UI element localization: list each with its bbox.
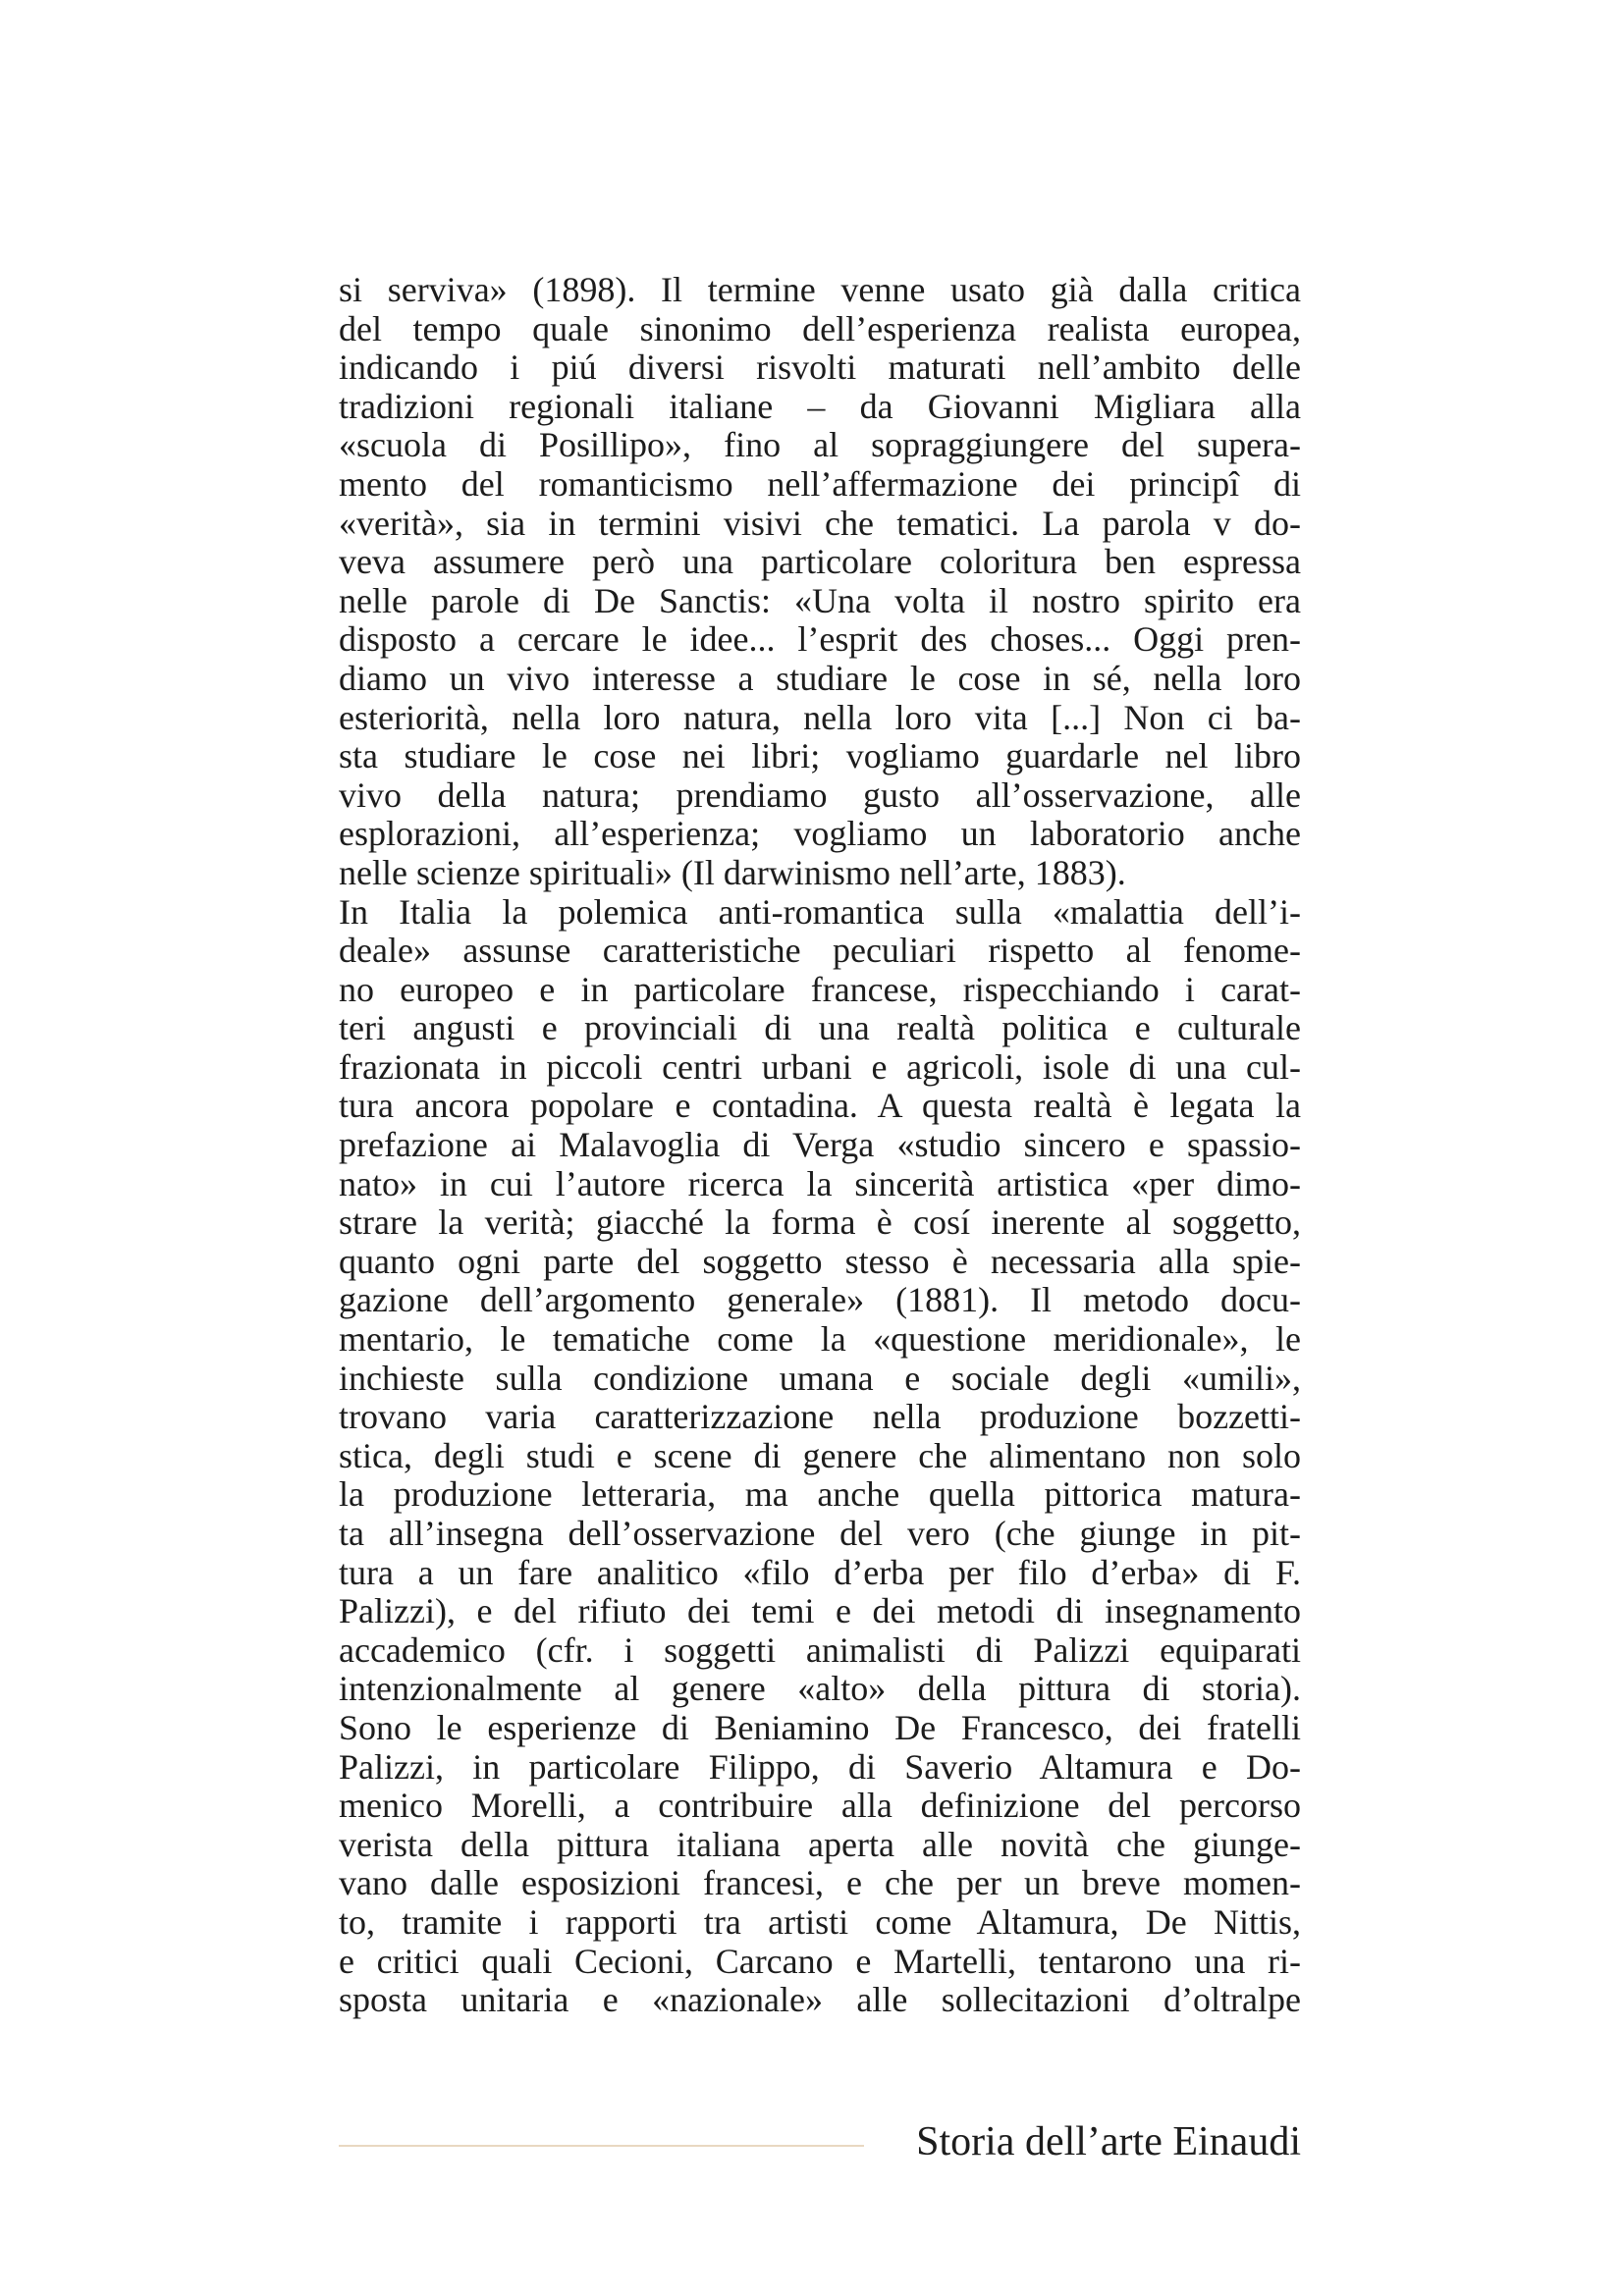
text-line: to, tramite i rapporti tra artisti come Altamura, De Nittis, [339,1902,1301,1942]
text-line: deale» assunse caratteristiche peculiari rispetto al fenome- [339,932,1301,971]
text-line: Palizzi, in particolare Filippo, di Saverio Altamura e Do- [339,1747,1301,1787]
text-line: stica, degli studi e scene di genere che alimentano non solo [339,1436,1301,1475]
footer-rule [339,2145,864,2147]
text-line: la produzione letteraria, ma anche quella pittorica matura- [339,1475,1301,1515]
text-line: strare la verità; giacché la forma è cosí inerente al soggetto, [339,1203,1301,1243]
text-line: nelle parole di De Sanctis: «Una volta il nostro spirito era [339,581,1301,620]
text-line: «scuola di Posillipo», fino al sopraggiungere del supera- [339,426,1301,465]
text-line: tura ancora popolare e contadina. A questa realtà è legata la [339,1087,1301,1126]
text-line: Sono le esperienze di Beniamino De Francesco, dei fratelli [339,1708,1301,1747]
text-line: frazionata in piccoli centri urbani e agricoli, isole di una cul- [339,1047,1301,1087]
text-line: diamo un vivo interesse a studiare le cose in sé, nella loro [339,659,1301,698]
footer-title: Storia dell’arte Einaudi [916,2119,1301,2164]
text-line: «verità», sia in termini visivi che tematici. La parola v do- [339,504,1301,543]
text-line: In Italia la polemica anti-romantica sulla «malattia dell’i- [339,892,1301,932]
text-line: mento del romanticismo nell’affermazione dei principî di [339,464,1301,504]
text-line: si serviva» (1898). Il termine venne usato già dalla critica [339,271,1301,309]
text-line: indicando i piú diversi risvolti maturati nell’ambito delle [339,348,1301,388]
text-line: tura a un fare analitico «filo d’erba per filo d’erba» di F. [339,1553,1301,1592]
text-line: gazione dell’argomento generale» (1881). Il metodo docu- [339,1281,1301,1320]
text-line: accademico (cfr. i soggetti animalisti di Palizzi equiparati [339,1630,1301,1670]
text-line: esplorazioni, all’esperienza; vogliamo un laboratorio anche [339,815,1301,854]
text-line: veva assumere però una particolare coloritura ben espressa [339,543,1301,582]
text-line: vivo della natura; prendiamo gusto all’osservazione, alle [339,775,1301,815]
text-line: verista della pittura italiana aperta alle novità che giunge- [339,1825,1301,1864]
text-line: inchieste sulla condizione umana e sociale degli «umili», [339,1359,1301,1398]
text-line: mentario, le tematiche come la «questione meridionale», le [339,1320,1301,1360]
text-line: sposta unitaria e «nazionale» alle sollecitazioni d’oltralpe [339,1981,1301,2020]
text-line: esteriorità, nella loro natura, nella loro vita [...] Non ci ba- [339,698,1301,737]
text-line: no europeo e in particolare francese, rispecchiando i carat- [339,970,1301,1009]
text-line: del tempo quale sinonimo dell’esperienza realista europea, [339,309,1301,348]
text-line: prefazione ai Malavoglia di Verga «studio sincero e spassio- [339,1126,1301,1165]
text-line: vano dalle esposizioni francesi, e che per un breve momen- [339,1864,1301,1903]
text-line: ta all’insegna dell’osservazione del vero (che giunge in pit- [339,1515,1301,1553]
text-line: trovano varia caratterizzazione nella produzione bozzetti- [339,1398,1301,1437]
text-line: nelle scienze spirituali» (Il darwinismo nell’arte, 1883). [339,853,1126,892]
text-line: menico Morelli, a contribuire alla definizione del percorso [339,1787,1301,1826]
text-line: e critici quali Cecioni, Carcano e Martelli, tentarono una ri- [339,1942,1301,1981]
text-line: disposto a cercare le idee... l’esprit des choses... Oggi pren- [339,620,1301,660]
text-line: nato» in cui l’autore ricerca la sincerità artistica «per dimo- [339,1164,1301,1203]
text-line: intenzionalmente al genere «alto» della pittura di storia). [339,1670,1301,1709]
text-line: sta studiare le cose nei libri; vogliamo guardarle nel libro [339,737,1301,776]
body-text [339,271,1301,2020]
text-line: quanto ogni parte del soggetto stesso è necessaria alla spie- [339,1242,1301,1281]
text-line: tradizioni regionali italiane – da Giovanni Migliara alla [339,387,1301,426]
text-line: teri angusti e provinciali di una realtà politica e culturale [339,1009,1301,1048]
text-line: Palizzi), e del rifiuto dei temi e dei metodi di insegnamento [339,1592,1301,1631]
